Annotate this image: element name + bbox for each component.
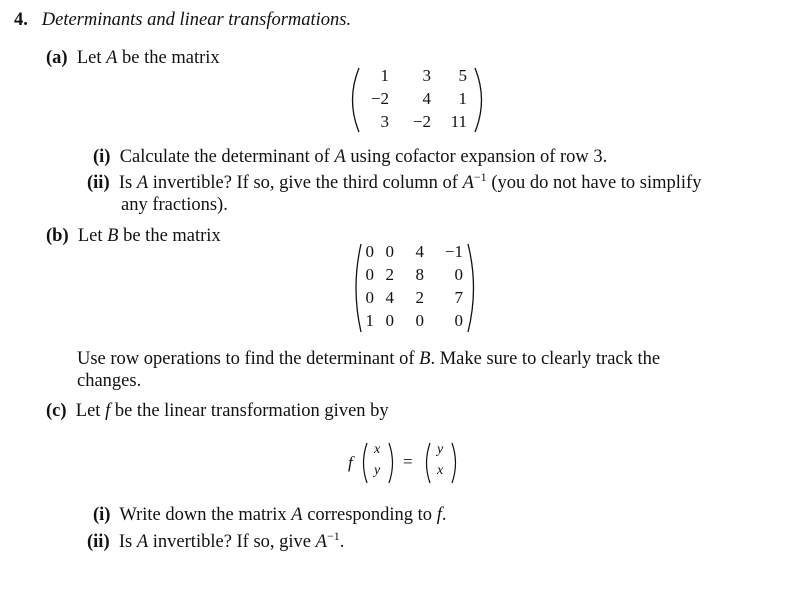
formula-equals: = [403, 452, 413, 471]
part-a-ii-line2: any fractions). [121, 195, 228, 215]
matrix-b-cell-r3c3: 2 [415, 288, 424, 307]
matrix-b-cell-r1c2: 0 [385, 242, 394, 261]
matrix-a-cell-r3c3: 11 [450, 112, 467, 131]
part-b-intro-var: B [107, 226, 119, 246]
part-a-ii-var2: A [462, 173, 474, 193]
part-c-intro-post: be the linear transformation given by [110, 401, 389, 421]
part-c-label: (c) [46, 401, 67, 421]
matrix-b [350, 242, 480, 334]
formula-func: f [348, 453, 353, 472]
transformation-formula [340, 440, 470, 486]
part-a-i-text-pre: Calculate the determinant of [119, 147, 335, 167]
part-a-ii [87, 169, 702, 194]
part-b-intro [46, 225, 221, 247]
part-a-ii-text-pre: Is [118, 173, 137, 193]
formula-input-top: x [374, 442, 381, 457]
matrix-b-cell-r3c2: 4 [385, 288, 394, 307]
problem-header [14, 9, 351, 31]
part-a-i [93, 146, 607, 168]
part-c-i [93, 504, 446, 526]
part-b-instruction-var: B [419, 349, 431, 369]
matrix-b-cell-r3c4: 7 [454, 288, 463, 307]
formula-output-bottom: x [437, 463, 444, 478]
part-a-i-label: (i) [93, 147, 111, 167]
formula-output-top: y [437, 442, 444, 457]
matrix-b-cell-r1c3: 4 [415, 242, 424, 261]
part-c-ii-var2: A [315, 532, 327, 552]
matrix-b-cell-r2c2: 2 [385, 265, 394, 284]
part-a-intro-pre: Let [76, 48, 107, 68]
part-c-i-var: A [291, 505, 303, 525]
part-c-i-var2: f [436, 505, 442, 525]
part-a-intro [46, 47, 220, 69]
part-a-ii-text-mid: invertible? If so, give the third column of [148, 173, 463, 193]
matrix-b-cell-r4c3: 0 [415, 311, 424, 330]
matrix-b-cell-r1c1: 0 [365, 242, 374, 261]
part-c-ii [87, 528, 345, 553]
part-c-i-text-pre: Write down the matrix [119, 505, 292, 525]
part-c-intro [46, 400, 389, 422]
part-c-ii-text-pre: Is [118, 532, 137, 552]
matrix-a-cell-r2c2: 4 [422, 89, 431, 108]
part-a-ii-text-post: (you do not have to simplify [486, 173, 702, 193]
part-b-label: (b) [46, 226, 69, 246]
problem-title: Determinants and linear transformations. [41, 10, 352, 30]
part-c-intro-var: f [105, 401, 111, 421]
matrix-b-cell-r3c1: 0 [365, 288, 374, 307]
matrix-b-cell-r1c4: −1 [444, 242, 463, 261]
part-a-intro-post: be the matrix [117, 48, 220, 68]
part-c-ii-text-mid: invertible? If so, give [148, 532, 316, 552]
part-c-ii-text-post: . [339, 532, 345, 552]
part-b-instruction-post: . Make sure to clearly track the [430, 349, 661, 369]
part-a-ii-var: A [136, 173, 149, 193]
part-a-i-var: A [334, 147, 346, 167]
matrix-b-cell-r2c1: 0 [365, 265, 374, 284]
part-c-ii-label: (ii) [87, 532, 110, 552]
part-a-ii-label: (ii) [87, 173, 110, 193]
part-a-i-text-post: using cofactor expansion of row 3. [345, 147, 608, 167]
part-c-i-label: (i) [93, 505, 111, 525]
matrix-a-cell-r2c1: −2 [370, 89, 389, 108]
part-c-ii-sup: −1 [326, 528, 340, 543]
matrix-a-cell-r3c1: 3 [380, 112, 389, 131]
part-c-i-text-mid: corresponding to [302, 505, 437, 525]
matrix-b-cell-r2c4: 0 [454, 265, 463, 284]
part-b-instruction-line2: changes. [77, 371, 142, 391]
part-b-instruction-pre: Use row operations to find the determinant of [77, 349, 420, 369]
part-c-i-text-post: . [441, 505, 447, 525]
part-b-intro-pre: Let [77, 226, 108, 246]
formula-input-bottom: y [374, 463, 381, 478]
matrix-b-cell-r4c4: 0 [454, 311, 463, 330]
part-c-intro-pre: Let [75, 401, 106, 421]
part-c-ii-var: A [136, 532, 149, 552]
matrix-a-cell-r2c3: 1 [458, 89, 467, 108]
matrix-b-cell-r2c3: 8 [415, 265, 424, 284]
matrix-a-cell-r1c1: 1 [380, 66, 389, 85]
part-b-instruction [77, 348, 660, 370]
matrix-b-cell-r4c2: 0 [385, 311, 394, 330]
matrix-a-cell-r1c2: 3 [422, 66, 431, 85]
matrix-a-cell-r3c2: −2 [412, 112, 431, 131]
problem-number: 4. [14, 10, 28, 30]
part-a-label: (a) [46, 48, 68, 68]
part-a-intro-var: A [106, 48, 118, 68]
part-a-ii-sup: −1 [473, 169, 487, 184]
matrix-b-cell-r4c1: 1 [365, 311, 374, 330]
matrix-a-cell-r1c3: 5 [458, 66, 467, 85]
matrix-a [343, 66, 491, 134]
part-b-intro-post: be the matrix [118, 226, 221, 246]
